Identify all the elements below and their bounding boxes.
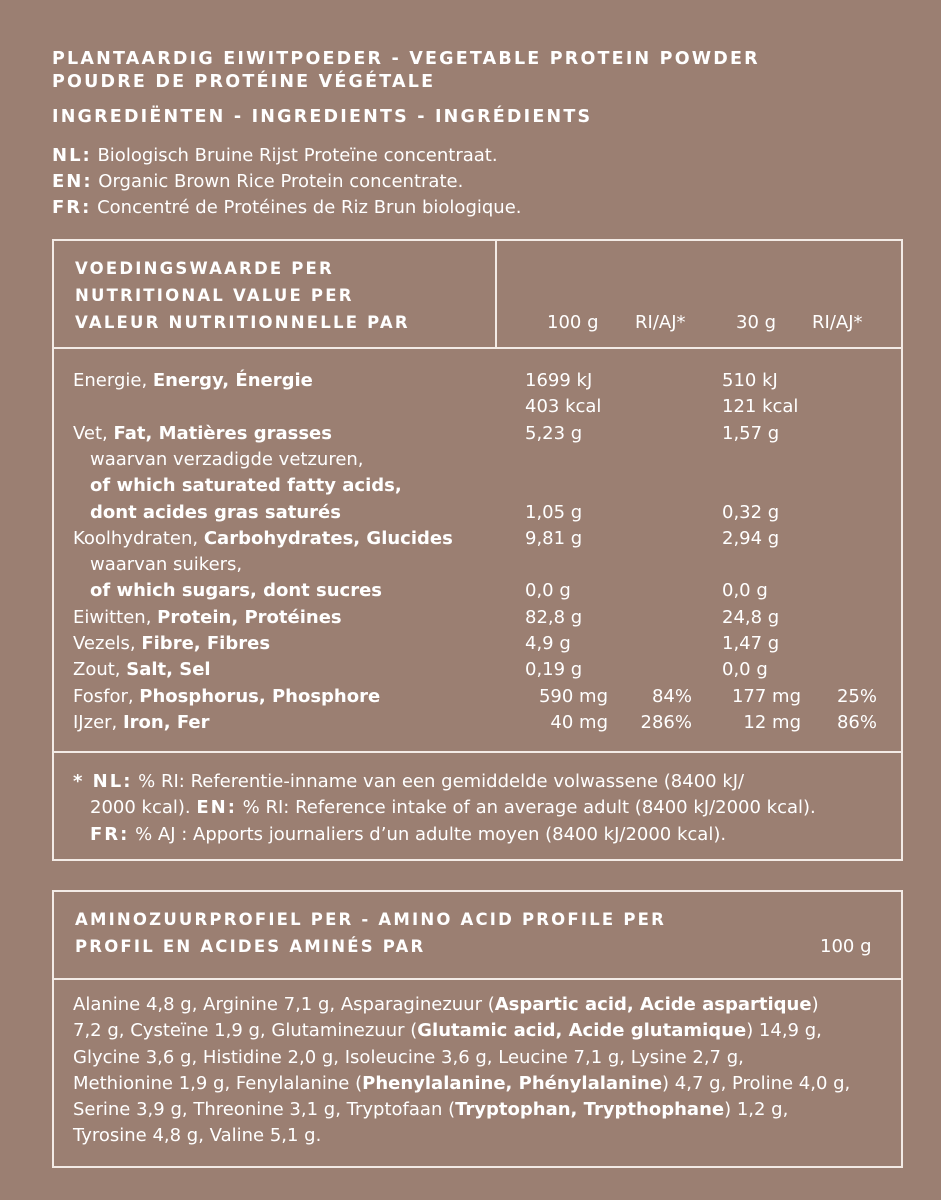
amino-heading-2: PROFIL EN ACIDES AMINÉS PAR bbox=[75, 937, 426, 956]
nutrient-label: Koolhydraten, Carbohydrates, Glucides bbox=[73, 527, 453, 549]
nutrient-label: of which saturated fatty acids, bbox=[90, 475, 402, 497]
value-100g: 9,81 g bbox=[525, 527, 583, 549]
nutrition-header-divider bbox=[495, 239, 497, 349]
footnote-nl: * NL: % RI: Referentie-inname van een gemiddelde volwassene (8400 kJ/ bbox=[73, 771, 745, 792]
nutrition-footnote-separator bbox=[52, 751, 903, 753]
nutrition-heading-fr: VALEUR NUTRITIONNELLE PAR bbox=[75, 313, 410, 332]
value-30g: 2,94 g bbox=[722, 527, 780, 549]
value-30g: 0,32 g bbox=[722, 501, 780, 523]
ingredient-en: EN: Organic Brown Rice Protein concentrate. bbox=[52, 171, 464, 192]
value-30g: 24,8 g bbox=[722, 606, 780, 628]
amino-acid-list bbox=[73, 992, 850, 1150]
ri-30g: 25% bbox=[836, 685, 877, 707]
ingredient-fr: FR: Concentré de Protéines de Riz Brun biologique. bbox=[52, 197, 522, 218]
value-100g: 403 kcal bbox=[525, 396, 602, 418]
nutrient-label: of which sugars, dont sucres bbox=[90, 580, 383, 602]
nutrient-label: Eiwitten, Protein, Protéines bbox=[73, 606, 342, 628]
nutrient-label: Vet, Fat, Matières grasses bbox=[73, 422, 332, 444]
amino-line: Tyrosine 4,8 g, Valine 5,1 g. bbox=[73, 1125, 322, 1147]
value-100g: 4,9 g bbox=[525, 633, 571, 654]
amino-per-100g: 100 g bbox=[820, 936, 872, 957]
value-30g: 1,57 g bbox=[722, 422, 780, 444]
nutrient-label: waarvan suikers, bbox=[90, 554, 243, 576]
nutrition-header-separator bbox=[52, 347, 903, 349]
amino-line: Alanine 4,8 g, Arginine 7,1 g, Asparaginezuur (Aspartic acid, Acide aspartique) bbox=[73, 994, 819, 1015]
nutrient-label: Energie, Energy, Énergie bbox=[73, 370, 313, 391]
column-ri-30g: RI/AJ* bbox=[812, 312, 863, 333]
nutrient-label: Fosfor, Phosphorus, Phosphore bbox=[73, 685, 381, 707]
footnote-en: 2000 kcal). EN: % RI: Reference intake of an average adult (8400 kJ/2000 kcal). bbox=[90, 797, 816, 818]
ri-100g: 84% bbox=[651, 685, 692, 707]
value-100g: 590 mg bbox=[538, 685, 608, 707]
value-100g: 1699 kJ bbox=[525, 370, 593, 391]
amino-line: Methionine 1,9 g, Fenylalanine (Phenylalanine, Phénylalanine) 4,7 g, Proline 4,0 g, bbox=[73, 1072, 851, 1094]
value-30g: 177 mg bbox=[731, 685, 801, 707]
nutrient-label: Zout, Salt, Sel bbox=[73, 659, 211, 681]
amino-line: Serine 3,9 g, Threonine 3,1 g, Tryptofaan (Tryptophan, Trypthophane) 1,2 g, bbox=[73, 1099, 789, 1121]
value-100g: 0,19 g bbox=[525, 659, 583, 681]
value-100g: 0,0 g bbox=[525, 580, 571, 602]
amino-header-separator bbox=[52, 978, 903, 980]
amino-line: Glycine 3,6 g, Histidine 2,0 g, Isoleucine 3,6 g, Leucine 7,1 g, Lysine 2,7 g, bbox=[73, 1046, 744, 1068]
ri-30g: 86% bbox=[836, 711, 877, 733]
value-30g: 121 kcal bbox=[722, 396, 799, 418]
product-title: PLANTAARDIG EIWITPOEDER - VEGETABLE PROTEIN POWDER bbox=[52, 49, 760, 69]
nutrient-label: IJzer, Iron, Fer bbox=[73, 711, 210, 733]
value-100g: 82,8 g bbox=[525, 606, 583, 628]
ingredient-nl: NL: Biologisch Bruine Rijst Proteïne concentraat. bbox=[52, 145, 498, 166]
column-ri-100g: RI/AJ* bbox=[635, 312, 686, 333]
ri-100g: 286% bbox=[640, 711, 692, 733]
value-100g: 5,23 g bbox=[525, 422, 583, 444]
product-subtitle: POUDRE DE PROTÉINE VÉGÉTALE bbox=[52, 72, 436, 92]
column-30g: 30 g bbox=[736, 312, 777, 333]
value-30g: 1,47 g bbox=[722, 633, 780, 654]
value-100g: 1,05 g bbox=[525, 501, 583, 523]
nutrition-heading-en: NUTRITIONAL VALUE PER bbox=[75, 286, 354, 305]
nutrient-label: dont acides gras saturés bbox=[90, 501, 341, 523]
column-100g: 100 g bbox=[547, 312, 599, 333]
value-30g: 12 mg bbox=[743, 711, 801, 733]
value-30g: 0,0 g bbox=[722, 659, 768, 681]
amino-line: 7,2 g, Cysteïne 1,9 g, Glutaminezuur (Glutamic acid, Acide glutamique) 14,9 g, bbox=[73, 1020, 822, 1042]
nutrient-label: Vezels, Fibre, Fibres bbox=[73, 633, 271, 654]
value-100g: 40 mg bbox=[550, 711, 608, 733]
value-30g: 0,0 g bbox=[722, 580, 768, 602]
nutrient-label: waarvan verzadigde vetzuren, bbox=[90, 448, 364, 470]
value-30g: 510 kJ bbox=[722, 370, 778, 391]
footnote-fr: FR: % AJ : Apports journaliers d’un adulte moyen (8400 kJ/2000 kcal). bbox=[90, 824, 727, 845]
nutrition-heading-nl: VOEDINGSWAARDE PER bbox=[75, 259, 334, 278]
amino-heading-1: AMINOZUURPROFIEL PER - AMINO ACID PROFILE PER bbox=[75, 910, 667, 929]
ingredients-heading: INGREDIËNTEN - INGREDIENTS - INGRÉDIENTS bbox=[52, 107, 593, 127]
